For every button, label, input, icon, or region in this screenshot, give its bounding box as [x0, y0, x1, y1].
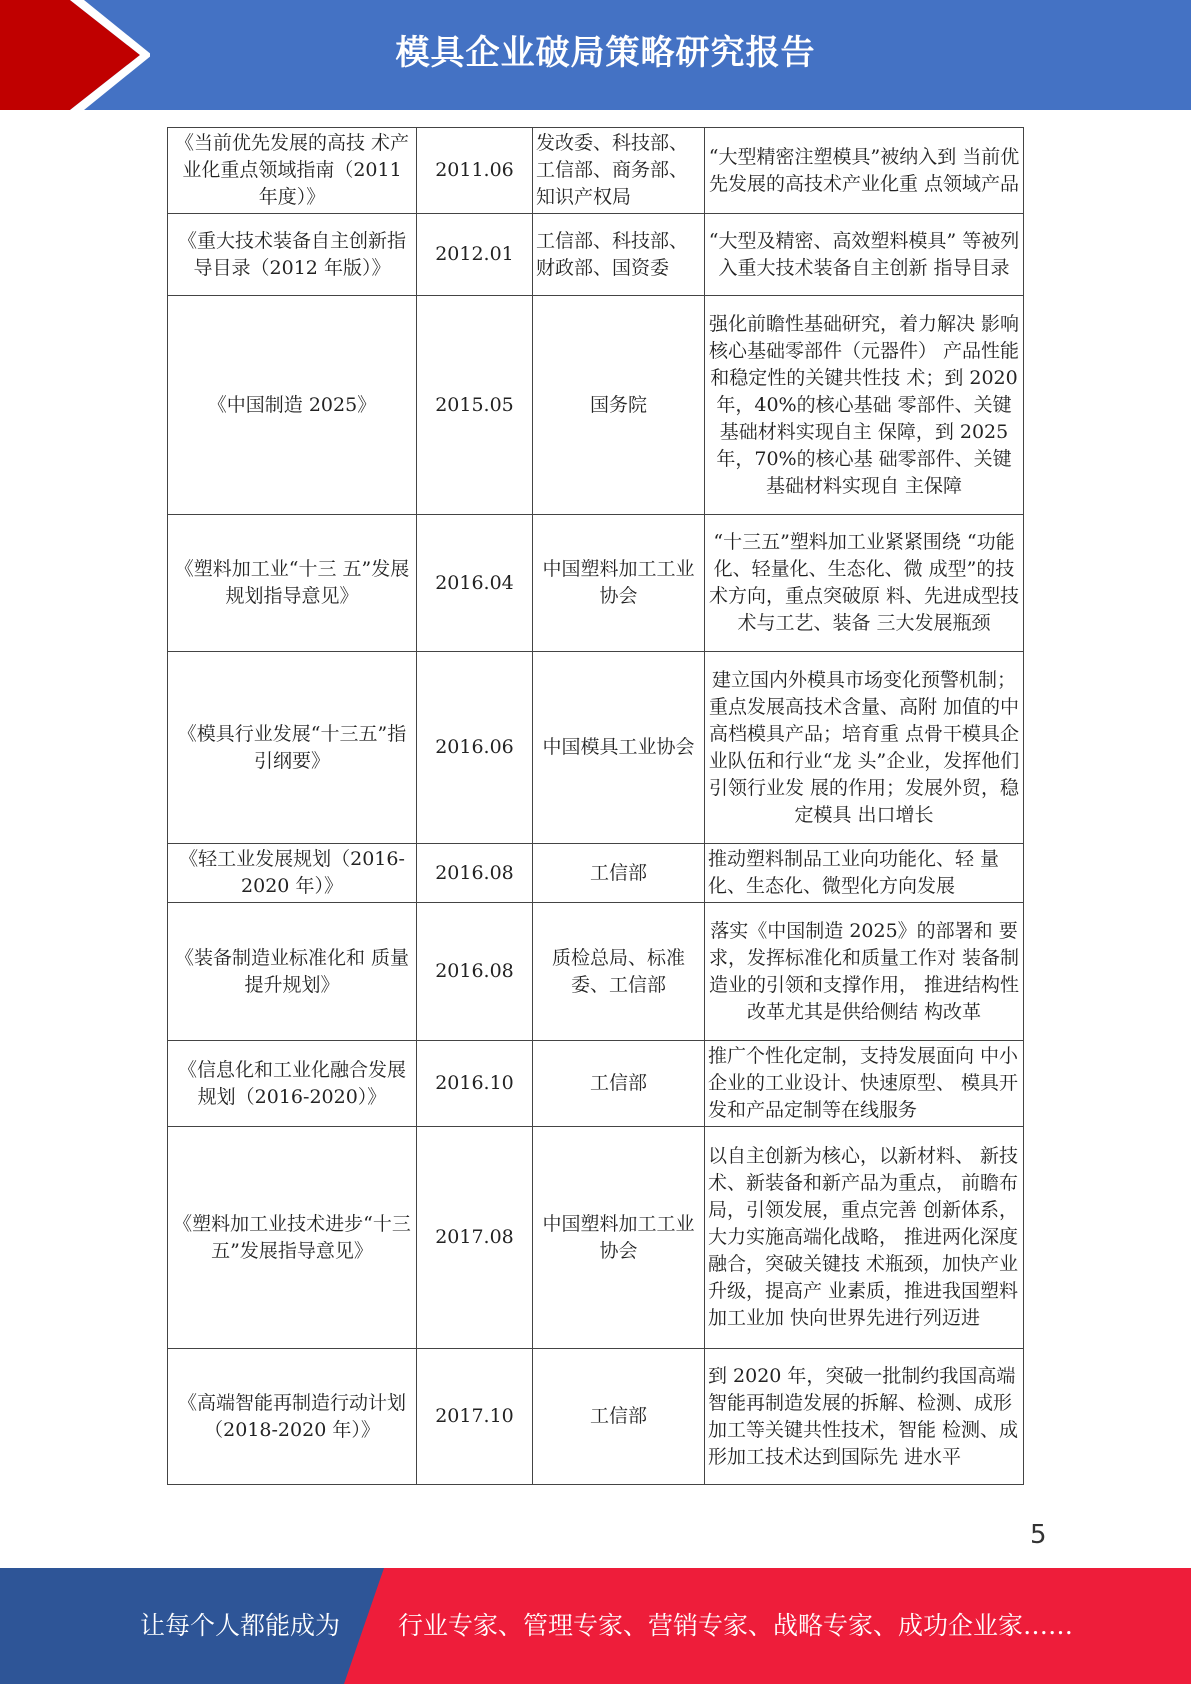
policy-department: 质检总局、标准委、工信部: [533, 903, 705, 1041]
page-number: 5: [1030, 1520, 1047, 1550]
policy-date: 2016.10: [417, 1041, 533, 1127]
policy-date: 2016.04: [417, 515, 533, 652]
policy-description: 推动塑料制品工业向功能化、轻 量化、生态化、微型化方向发展: [705, 844, 1024, 903]
policy-date: 2016.06: [417, 652, 533, 844]
policy-title: 《高端智能再制造行动计划（2018-2020 年）》: [168, 1349, 417, 1485]
policy-description: 以自主创新为核心，以新材料、 新技术、新装备和新产品为重点， 前瞻布局，引领发展，重点完善 创新体系，大力实施高端化战略， 推进两化深度融合，突破关键技 术瓶颈，加快产业升级，提高产 业素质，推进我国塑料加工业加 快向世界先进行列迈进: [705, 1127, 1024, 1349]
policy-table: [167, 127, 1024, 1485]
policy-date: 2012.01: [417, 214, 533, 296]
policy-department: 工信部: [533, 1349, 705, 1485]
table-row: [168, 515, 1024, 652]
policy-date: 2015.05: [417, 296, 533, 515]
policy-date: 2017.08: [417, 1127, 533, 1349]
policy-title: 《塑料加工业“十三 五”发展规划指导意见》: [168, 515, 417, 652]
report-title: 模具企业破局策略研究报告: [395, 33, 816, 73]
policy-department: 工信部、科技部、财政部、国资委: [533, 214, 705, 296]
policy-title: 《模具行业发展“十三五”指引纲要》: [168, 652, 417, 844]
policy-date: 2017.10: [417, 1349, 533, 1485]
policy-title: 《轻工业发展规划（2016-2020 年）》: [168, 844, 417, 903]
policy-title: 《信息化和工业化融合发展规划（2016-2020）》: [168, 1041, 417, 1127]
policy-department: 工信部: [533, 1041, 705, 1127]
policy-description: 到 2020 年，突破一批制约我国高端智能再制造发展的拆解、检测、成形加工等关键共性技术，智能 检测、成形加工技术达到国际先 进水平: [705, 1349, 1024, 1485]
policy-description: 建立国内外模具市场变化预警机制；重点发展高技术含量、高附 加值的中高档模具产品；培育重 点骨干模具企业队伍和行业“龙 头”企业，发挥他们引领行业发 展的作用；发展外贸，稳定模具 出口增长: [705, 652, 1024, 844]
table-row: [168, 296, 1024, 515]
policy-department: 工信部: [533, 844, 705, 903]
policy-department: 中国塑料加工工业协会: [533, 1127, 705, 1349]
policy-title: 《装备制造业标准化和 质量提升规划》: [168, 903, 417, 1041]
policy-description: “十三五”塑料加工业紧紧围绕 “功能化、轻量化、生态化、微 成型”的技术方向，重点突破原 料、先进成型技术与工艺、装备 三大发展瓶颈: [705, 515, 1024, 652]
table-row: [168, 214, 1024, 296]
policy-description: 强化前瞻性基础研究，着力解决 影响核心基础零部件（元器件） 产品性能和稳定性的关键共性技 术；到 2020 年，40%的核心基础 零部件、关键基础材料实现自主 保障，到 2025 年，70%的核心基 础零部件、关键基础材料实现自 主保障: [705, 296, 1024, 515]
table-row: [168, 1127, 1024, 1349]
table-row: [168, 652, 1024, 844]
table-row: [168, 1349, 1024, 1485]
policy-date: 2011.06: [417, 128, 533, 214]
policy-title: 《当前优先发展的高技 术产业化重点领域指南（2011 年度）》: [168, 128, 417, 214]
policy-title: 《中国制造 2025》: [168, 296, 417, 515]
table-row: [168, 1041, 1024, 1127]
policy-description: 落实《中国制造 2025》的部署和 要求，发挥标准化和质量工作对 装备制造业的引领和支撑作用， 推进结构性改革尤其是供给侧结 构改革: [705, 903, 1024, 1041]
footer-slogan-right: 行业专家、管理专家、营销专家、战略专家、成功企业家……: [398, 1611, 1074, 1640]
policy-description: “大型及精密、高效塑料模具” 等被列入重大技术装备自主创新 指导目录: [705, 214, 1024, 296]
policy-date: 2016.08: [417, 844, 533, 903]
table-row: [168, 844, 1024, 903]
policy-date: 2016.08: [417, 903, 533, 1041]
policy-description: “大型精密注塑模具”被纳入到 当前优先发展的高技术产业化重 点领域产品: [705, 128, 1024, 214]
policy-department: 中国塑料加工工业协会: [533, 515, 705, 652]
policy-title: 《重大技术装备自主创新指导目录（2012 年版）》: [168, 214, 417, 296]
policy-title: 《塑料加工业技术进步“十三五”发展指导意见》: [168, 1127, 417, 1349]
table-row: [168, 903, 1024, 1041]
page-header: [0, 0, 1191, 110]
policy-description: 推广个性化定制，支持发展面向 中小企业的工业设计、快速原型、 模具开发和产品定制等在线服务: [705, 1041, 1024, 1127]
table-row: [168, 128, 1024, 214]
policy-department: 中国模具工业协会: [533, 652, 705, 844]
footer-slogan-left: 让每个人都能成为: [140, 1611, 341, 1640]
page-footer: [0, 1568, 1191, 1684]
policy-department: 发改委、科技部、工信部、商务部、知识产权局: [533, 128, 705, 214]
policy-department: 国务院: [533, 296, 705, 515]
